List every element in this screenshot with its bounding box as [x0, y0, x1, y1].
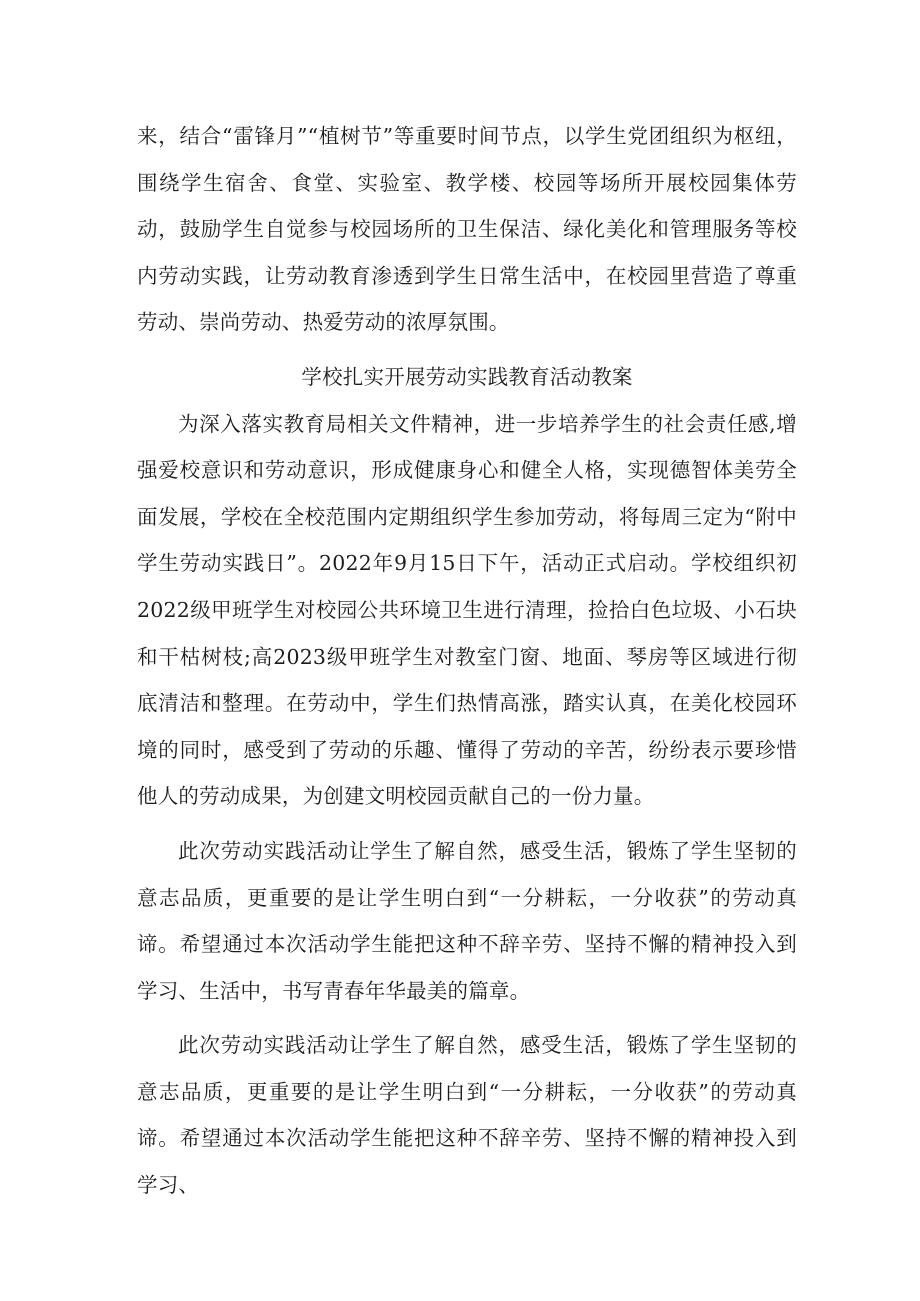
body-paragraph-2: 此次劳动实践活动让学生了解自然，感受生活，锻炼了学生坚韧的意志品质，更重要的是让学生明白到“一分耕耘，一分收获”的劳动真谛。希望通过本次活动学生能把这种不辞辛劳、坚持不懈的精神投入到学习、生活中，书写青春年华最美的篇章。 — [137, 838, 797, 1003]
document-body — [137, 113, 797, 1217]
body-paragraph-1: 为深入落实教育局相关文件精神，进一步培养学生的社会责任感,增强爱校意识和劳动意识，形成健康身心和健全人格，实现德智体美劳全面发展，学校在全校范围内定期组织学生参加劳动，将每周三定为“附中学生劳动实践日”。2022年9月15日下午，活动正式启动。学校组织初2022级甲班学生对校园公共环境卫生进行清理，捡拾白色垃圾、小石块和干枯树枝;高2023级甲班学生对教室门窗、地面、琴房等区域进行彻底清洁和整理。在劳动中，学生们热情高涨，踏实认真，在美化校园环境的同时，感受到了劳动的乐趣、懂得了劳动的辛苦，纷纷表示要珍惜他人的劳动成果，为创建文明校园贡献自己的一份力量。 — [137, 411, 797, 809]
section-title: 学校扎实开展劳动实践教育活动教案 — [301, 364, 633, 389]
body-paragraph-3: 此次劳动实践活动让学生了解自然，感受生活，锻炼了学生坚韧的意志品质，更重要的是让学生明白到“一分耕耘，一分收获”的劳动真谛。希望通过本次活动学生能把这种不辞辛劳、坚持不懈的精神投入到学习、 — [137, 1033, 797, 1198]
intro-paragraph: 来，结合“雷锋月”“植树节”等重要时间节点，以学生党团组织为枢纽，围绕学生宿舍、食堂、实验室、教学楼、校园等场所开展校园集体劳动，鼓励学生自觉参与校园场所的卫生保洁、绿化美化和管理服务等校内劳动实践，让劳动教育渗透到学生日常生活中，在校园里营造了尊重劳动、崇尚劳动、热爱劳动的浓厚氛围。 — [137, 124, 797, 335]
